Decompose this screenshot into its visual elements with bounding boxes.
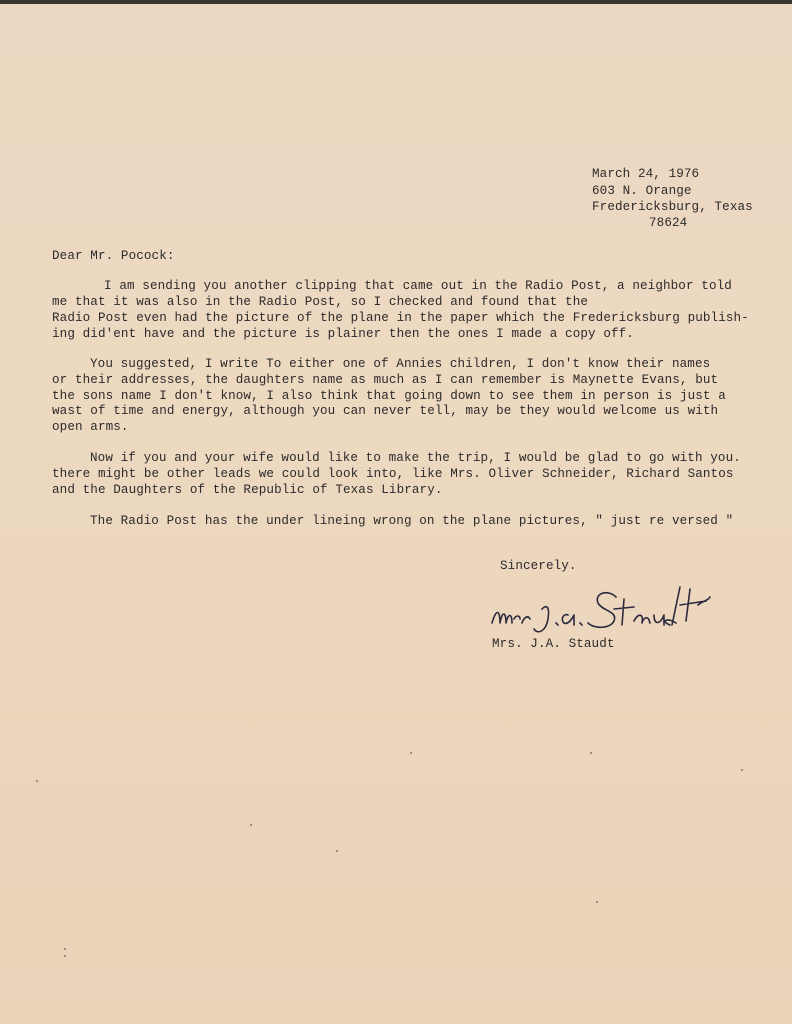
- handwritten-signature: [484, 579, 724, 639]
- paragraph-1-line-1: I am sending you another clipping that came out in the Radio Post, a neighbor told: [104, 279, 732, 293]
- paper-speck: [336, 850, 338, 852]
- letter-date: March 24, 1976: [592, 167, 700, 181]
- salutation: Dear Mr. Pocock:: [52, 249, 175, 263]
- address-street: 603 N. Orange: [592, 184, 692, 198]
- paper-speck: [741, 769, 743, 771]
- paragraph-1-line-3: Radio Post even had the picture of the plane in the paper which the Fredericksburg publish-: [52, 311, 749, 325]
- paragraph-1-line-2: me that it was also in the Radio Post, so I checked and found that the: [52, 295, 589, 309]
- typed-name: Mrs. J.A. Staudt: [492, 637, 615, 651]
- paragraph-2-line-2: or their addresses, the daughters name as much as I can remember is Maynette Evans, but: [52, 373, 719, 387]
- address-city: Fredericksburg, Texas: [592, 200, 753, 214]
- paper-speck: [410, 752, 412, 754]
- paragraph-3-line-2: there might be other leads we could look into, like Mrs. Oliver Schneider, Richard Santos: [52, 467, 734, 481]
- signature-script: Mrs J. A. Staudt: [484, 639, 492, 640]
- paragraph-2-line-3: the sons name I don't know, I also think that going down to see them in person is just a: [52, 389, 726, 403]
- paragraph-4: The Radio Post has the under lineing wrong on the plane pictures, " just re versed ": [90, 514, 734, 528]
- paper-speck: [590, 752, 592, 754]
- paper-speck: [250, 824, 252, 826]
- paragraph-2-line-4: wast of time and energy, although you can never tell, may be they would welcome us with: [52, 404, 719, 418]
- paper-speck: [36, 780, 38, 782]
- paragraph-3-line-3: and the Daughters of the Republic of Texas Library.: [52, 483, 443, 497]
- paragraph-2-line-1: You suggested, I write To either one of Annies children, I don't know their names: [90, 357, 711, 371]
- closing: Sincerely.: [500, 559, 577, 573]
- paper-speck: [64, 955, 66, 957]
- paragraph-1-line-4: ing did'ent have and the picture is plainer then the ones I made a copy off.: [52, 327, 634, 341]
- paragraph-3-line-1: Now if you and your wife would like to make the trip, I would be glad to go with you.: [90, 451, 741, 465]
- address-zip: 78624: [649, 216, 688, 230]
- paper-speck: [596, 901, 598, 903]
- paper-speck: [64, 948, 66, 950]
- paragraph-2-line-5: open arms.: [52, 420, 129, 434]
